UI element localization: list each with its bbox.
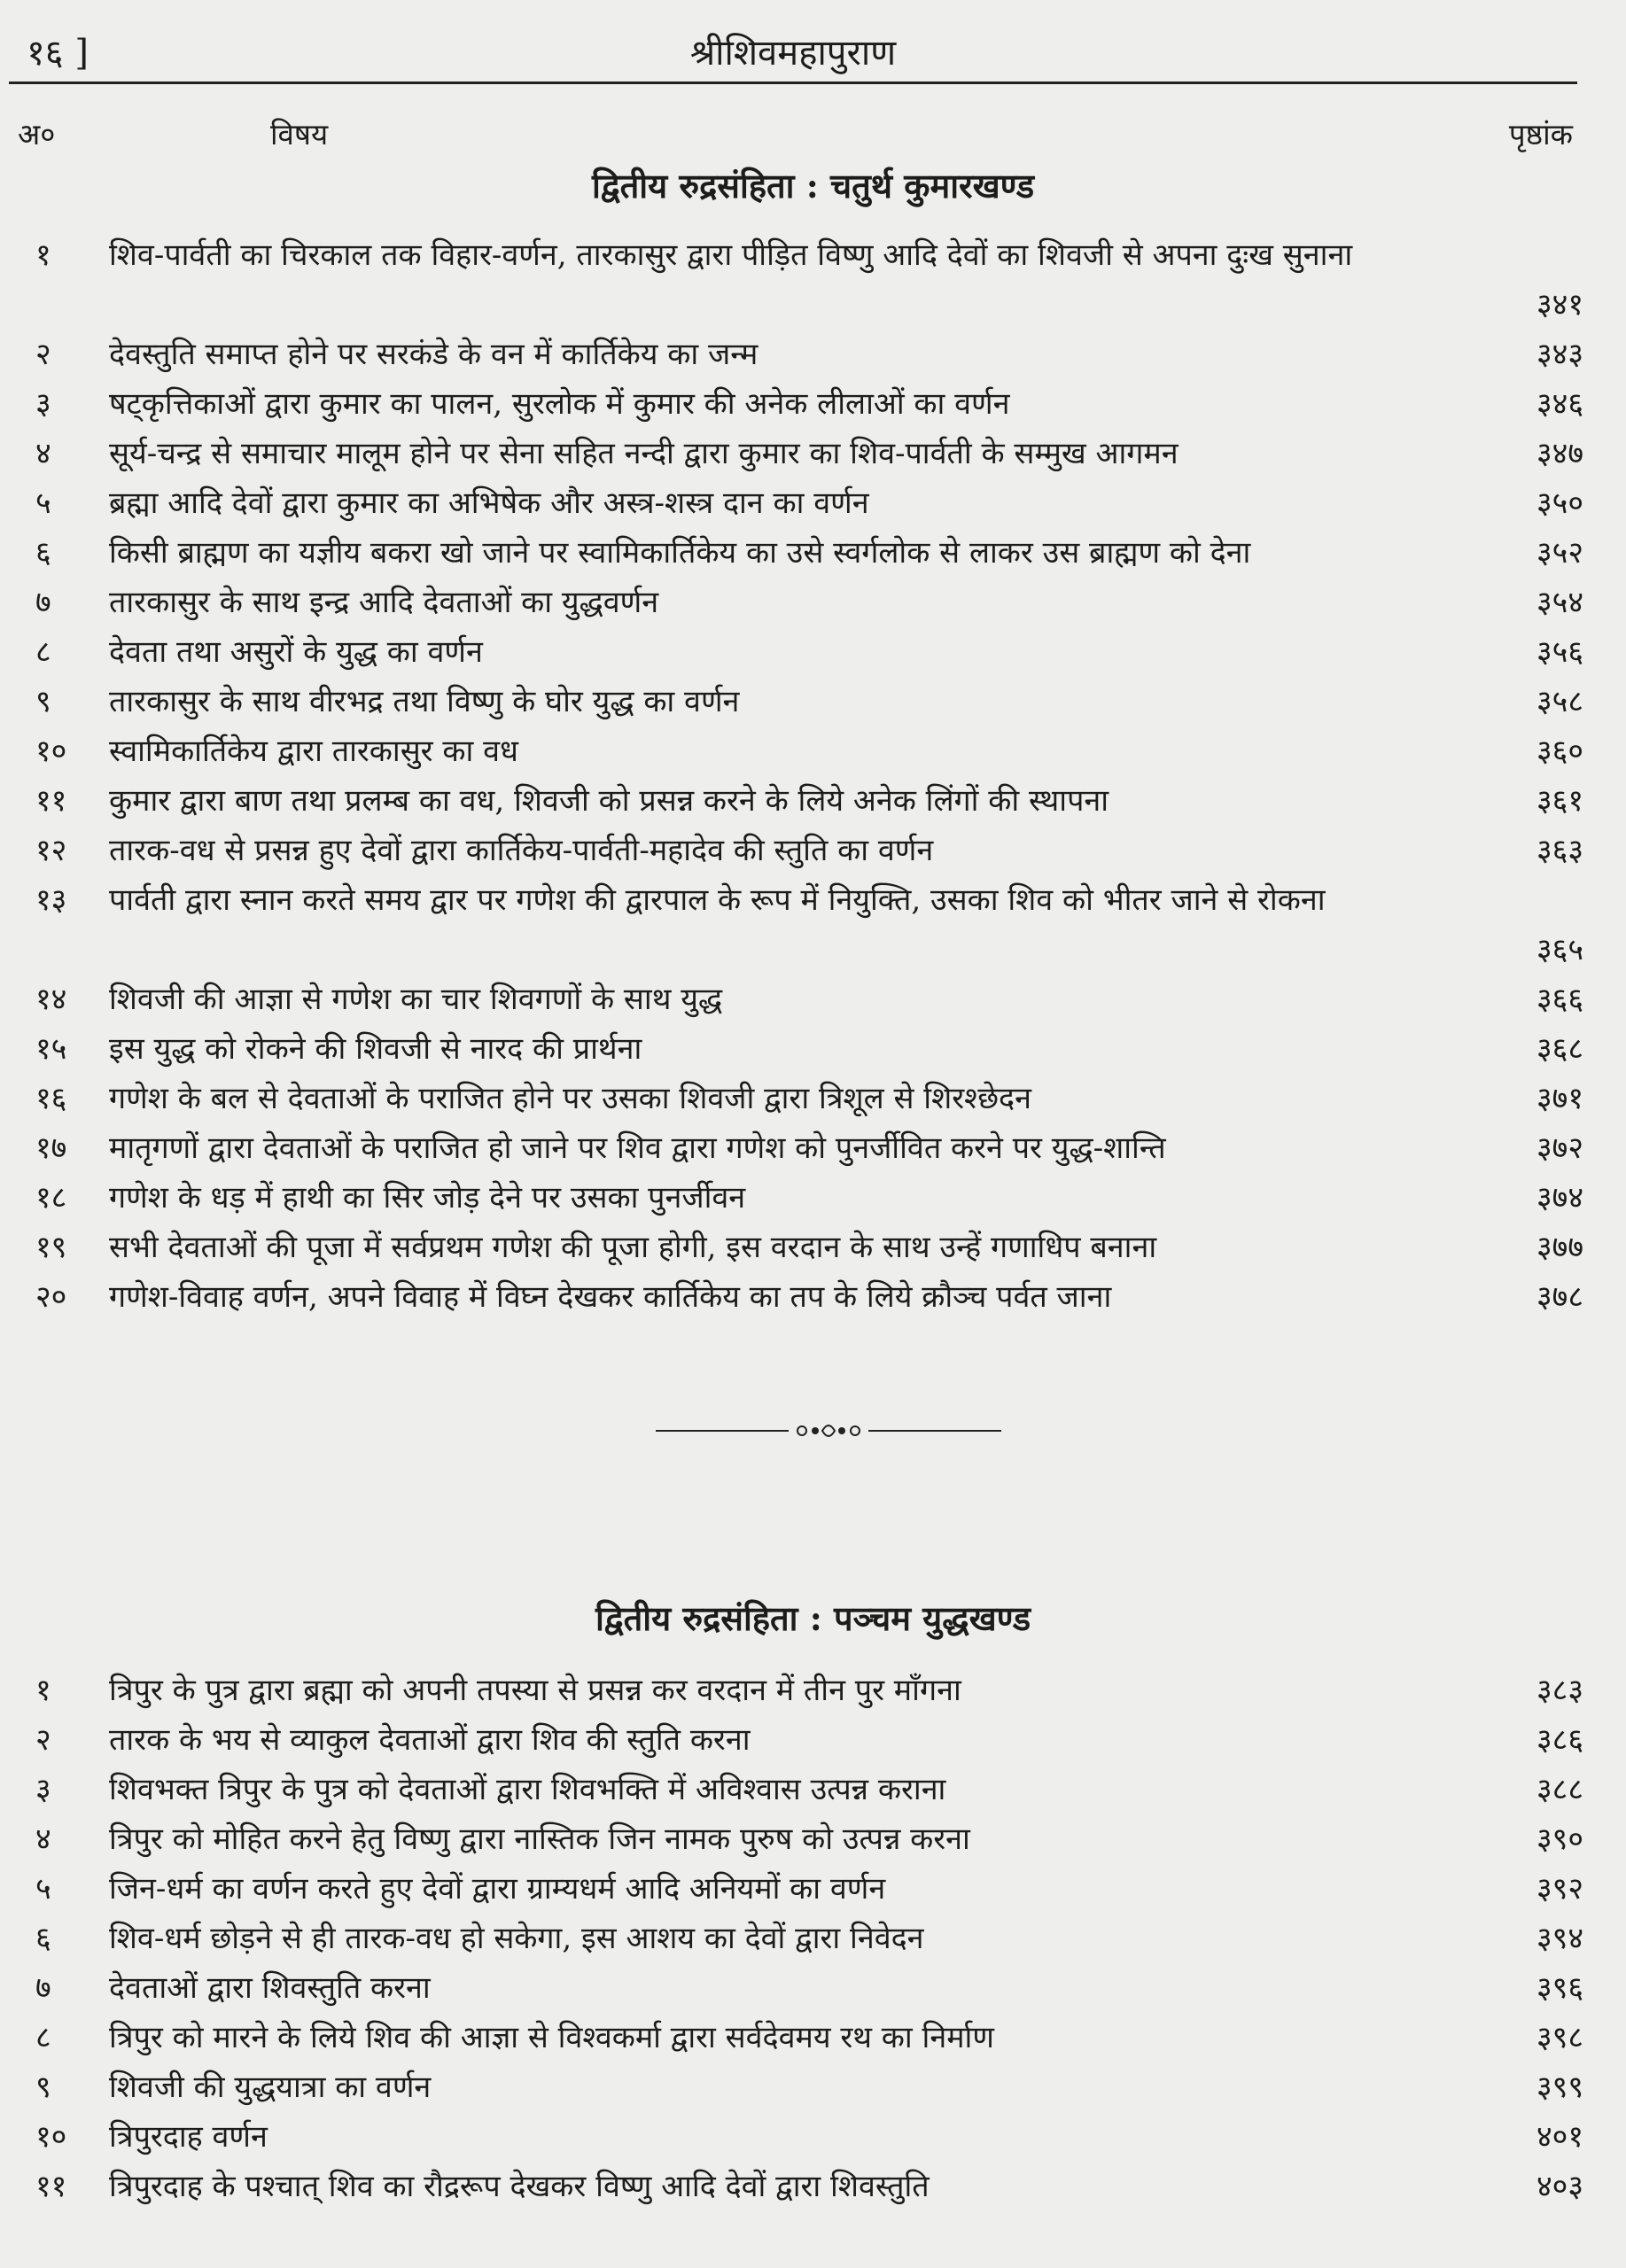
chapter-title: गणेश के धड़ में हाथी का सिर जोड़ देने पर उसका पुनर्जीवन (109, 1180, 746, 1216)
page-ref: ३५८ (1536, 684, 1583, 719)
page-header (9, 19, 1577, 84)
chapter-title: त्रिपुरदाह के पश्चात् शिव का रौद्ररूप देखकर विष्णु आदि देवों द्वारा शिवस्तुति (109, 2169, 930, 2204)
chapter-number: ६ (35, 535, 51, 571)
chapter-title: कुमार द्वारा बाण तथा प्रलम्ब का वध, शिवजी को प्रसन्न करने के लिये अनेक लिंगों की स्थापना (109, 783, 1109, 819)
chapter-number: ६ (35, 1921, 51, 1956)
page-ref: ४०३ (1536, 2169, 1583, 2204)
chapter-number: ४ (35, 436, 51, 471)
chapter-number: १४ (35, 982, 67, 1017)
page-ref: ३७१ (1536, 1081, 1583, 1116)
toc-row (0, 677, 1626, 726)
column-header-page: पृष्ठांक (1508, 117, 1573, 151)
toc-row (0, 2013, 1626, 2062)
toc-row (0, 627, 1626, 677)
page-ref: ३४३ (1536, 337, 1583, 372)
chapter-number: ११ (35, 783, 67, 819)
page-ref: ३५० (1536, 485, 1583, 521)
page-ref: ३७८ (1536, 1279, 1583, 1315)
toc-row (0, 379, 1626, 429)
page-ref: ३६८ (1536, 1031, 1583, 1067)
toc-row (0, 330, 1626, 379)
toc-row (0, 1173, 1626, 1223)
chapter-title: त्रिपुर को मोहित करने हेतु विष्णु द्वारा नास्तिक जिन नामक पुरुष को उत्पन्न करना (109, 1821, 970, 1857)
chapter-title: शिव-धर्म छोड़ने से ही तारक-वध हो सकेगा, इस आशय का देवों द्वारा निवेदन (109, 1921, 924, 1956)
toc-row (0, 776, 1626, 826)
chapter-title: तारकासुर के साथ वीरभद्र तथा विष्णु के घोर युद्ध का वर्णन (109, 684, 740, 719)
toc-row (0, 1914, 1626, 1963)
chapter-title: शिवभक्त त्रिपुर के पुत्र को देवताओं द्वारा शिवभक्ति में अविश्वास उत्पन्न कराना (109, 1772, 946, 1807)
page-ref: ३६५ (1536, 932, 1583, 967)
page-ref: ३४७ (1536, 436, 1583, 471)
toc-row (0, 429, 1626, 478)
page-ref: ३६० (1536, 734, 1583, 769)
page-ref: ३८६ (1536, 1722, 1583, 1758)
chapter-title: गणेश के बल से देवताओं के पराजित होने पर उसका शिवजी द्वारा त्रिशूल से शिरश्छेदन (109, 1081, 1031, 1116)
page-ref: ३६१ (1536, 783, 1583, 819)
chapter-title: स्वामिकार्तिकेय द्वारा तारकासुर का वध (109, 734, 518, 769)
chapter-title: सभी देवताओं की पूजा में सर्वप्रथम गणेश की पूजा होगी, इस वरदान के साथ उन्हें गणाधिप बनाना (109, 1230, 1157, 1265)
column-header-subject: विषय (270, 117, 329, 151)
chapter-title: त्रिपुर के पुत्र द्वारा ब्रह्मा को अपनी तपस्या से प्रसन्न कर वरदान में तीन पुर माँगना (109, 1673, 961, 1708)
toc-row (0, 478, 1626, 528)
section-divider-ornament (656, 1413, 1001, 1449)
chapter-number: ९ (35, 2070, 51, 2105)
chapter-number: ८ (35, 2020, 51, 2055)
chapter-title: सूर्य-चन्द्र से समाचार मालूम होने पर सेना सहित नन्दी द्वारा कुमार का शिव-पार्वती के सम्मुख आगमन (109, 436, 1179, 471)
toc-row (0, 1864, 1626, 1914)
page-ref: ३९४ (1536, 1921, 1583, 1956)
chapter-number: १ (35, 1673, 51, 1708)
chapter-number: ४ (35, 1821, 51, 1857)
chapter-number: १६ (35, 1081, 67, 1116)
chapter-title: षट्कृत्तिकाओं द्वारा कुमार का पालन, सुरलोक में कुमार की अनेक लीलाओं का वर्णन (109, 386, 1010, 422)
toc-row (0, 1223, 1626, 1272)
chapter-number: १० (35, 2119, 67, 2155)
chapter-title: देवस्तुति समाप्त होने पर सरकंडे के वन में कार्तिकेय का जन्म (109, 337, 759, 372)
chapter-title: त्रिपुरदाह वर्णन (109, 2119, 268, 2155)
toc-row (0, 230, 1626, 330)
toc-row (0, 2162, 1626, 2211)
chapter-title: शिव-पार्वती का चिरकाल तक विहार-वर्णन, तारकासुर द्वारा पीड़ित विष्णु आदि देवों का शिवजी से अपना दुःख सुनाना (109, 237, 1353, 273)
toc-row (0, 1074, 1626, 1123)
toc-row (0, 1963, 1626, 2013)
chapter-number: १५ (35, 1031, 67, 1067)
chapter-number: १९ (35, 1230, 67, 1265)
chapter-title: पार्वती द्वारा स्नान करते समय द्वार पर गणेश की द्वारपाल के रूप में नियुक्ति, उसका शिव को भीतर जाने से रोकना (109, 882, 1326, 918)
chapter-title: जिन-धर्म का वर्णन करते हुए देवों द्वारा ग्राम्यधर्म आदि अनियमों का वर्णन (109, 1871, 886, 1907)
chapter-title: त्रिपुर को मारने के लिये शिव की आज्ञा से विश्वकर्मा द्वारा सर्वदेवमय रथ का निर्माण (109, 2020, 994, 2055)
chapter-title: शिवजी की आज्ञा से गणेश का चार शिवगणों के साथ युद्ध (109, 982, 723, 1017)
chapter-number: १२ (35, 833, 67, 868)
page-ref: ३९९ (1536, 2070, 1583, 2105)
page-ref: ३६६ (1536, 982, 1583, 1017)
toc-row (0, 1765, 1626, 1814)
toc-row (0, 1666, 1626, 1715)
chapter-title: किसी ब्राह्मण का यज्ञीय बकरा खो जाने पर स्वामिकार्तिकेय का उसे स्वर्गलोक से लाकर उस ब्राह्मण को देना (109, 535, 1251, 571)
page-ref: ४०१ (1536, 2119, 1583, 2155)
chapter-number: २ (35, 337, 51, 372)
section-title: द्वितीय रुद्रसंहिता : पञ्चम युद्धखण्ड (595, 1598, 1031, 1638)
chapter-title: तारक-वध से प्रसन्न हुए देवों द्वारा कार्तिकेय-पार्वती-महादेव की स्तुति का वर्णन (109, 833, 934, 868)
page-ref: ३९० (1536, 1821, 1583, 1857)
toc-row (0, 578, 1626, 627)
toc-row (0, 1814, 1626, 1864)
chapter-number: १८ (35, 1180, 67, 1216)
page-ref: ३८३ (1536, 1673, 1583, 1708)
page-ref: ३९६ (1536, 1970, 1583, 2006)
chapter-title: मातृगणों द्वारा देवताओं के पराजित हो जाने पर शिव द्वारा गणेश को पुनर्जीवित करने पर युद्ध-शान्ति (109, 1130, 1166, 1166)
toc-row (0, 975, 1626, 1024)
chapter-number: ३ (35, 1772, 51, 1807)
page-ref: ३७७ (1536, 1230, 1583, 1265)
chapter-number: २ (35, 1722, 51, 1758)
page-ref: ३९२ (1536, 1871, 1583, 1907)
chapter-title: शिवजी की युद्धयात्रा का वर्णन (109, 2070, 432, 2105)
chapter-number: ७ (35, 1970, 51, 2006)
chapter-title: तारक के भय से व्याकुल देवताओं द्वारा शिव की स्तुति करना (109, 1722, 751, 1758)
page-ref: ३९८ (1536, 2020, 1583, 2055)
toc-row (0, 528, 1626, 578)
chapter-title: तारकासुर के साथ इन्द्र आदि देवताओं का युद्धवर्णन (109, 585, 659, 620)
page-ref: ३५६ (1536, 634, 1583, 670)
page-ref: ३४६ (1536, 386, 1583, 422)
chapter-title: ब्रह्मा आदि देवों द्वारा कुमार का अभिषेक और अस्त्र-शस्त्र दान का वर्णन (109, 485, 869, 521)
chapter-number: १ (35, 237, 51, 273)
chapter-title: देवता तथा असुरों के युद्ध का वर्णन (109, 634, 483, 670)
running-title: श्रीशिवमहापुराण (689, 33, 897, 74)
chapter-number: ३ (35, 386, 51, 422)
section-title: द्वितीय रुद्रसंहिता : चतुर्थ कुमारखण्ड (591, 166, 1035, 206)
page-ref: ३७४ (1536, 1180, 1583, 1216)
chapter-number: ५ (35, 485, 51, 521)
chapter-number: १० (35, 734, 67, 769)
toc-row (0, 875, 1626, 975)
page-ref: ३४१ (1536, 287, 1583, 322)
toc-row (0, 826, 1626, 875)
chapter-number: ८ (35, 634, 51, 670)
toc-list (0, 1666, 1626, 2211)
toc-row (0, 1024, 1626, 1074)
chapter-number: ७ (35, 585, 51, 620)
chapter-title: इस युद्ध को रोकने की शिवजी से नारद की प्रार्थना (109, 1031, 642, 1067)
chapter-number: ९ (35, 684, 51, 719)
page-ref: ३८८ (1536, 1772, 1583, 1807)
chapter-number: १७ (35, 1130, 67, 1166)
toc-row (0, 1272, 1626, 1322)
page-ref: ३५४ (1536, 585, 1583, 620)
page-ref: ३५२ (1536, 535, 1583, 571)
page-ref: ३६३ (1536, 833, 1583, 868)
chapter-number: १३ (35, 882, 67, 918)
chapter-number: ११ (35, 2169, 67, 2204)
chapter-number: २० (35, 1279, 67, 1315)
chapter-title: गणेश-विवाह वर्णन, अपने विवाह में विघ्न देखकर कार्तिकेय का तप के लिये क्रौञ्च पर्वत जाना (109, 1279, 1112, 1315)
toc-row (0, 726, 1626, 776)
toc-row (0, 2112, 1626, 2162)
chapter-number: ५ (35, 1871, 51, 1907)
column-header-number: अ० (18, 117, 56, 151)
toc-list (0, 230, 1626, 1322)
toc-row (0, 2062, 1626, 2112)
page-number: १६ ] (27, 33, 89, 74)
chapter-title: देवताओं द्वारा शिवस्तुति करना (109, 1970, 431, 2006)
toc-row (0, 1123, 1626, 1173)
page-ref: ३७२ (1536, 1130, 1583, 1166)
toc-row (0, 1715, 1626, 1765)
